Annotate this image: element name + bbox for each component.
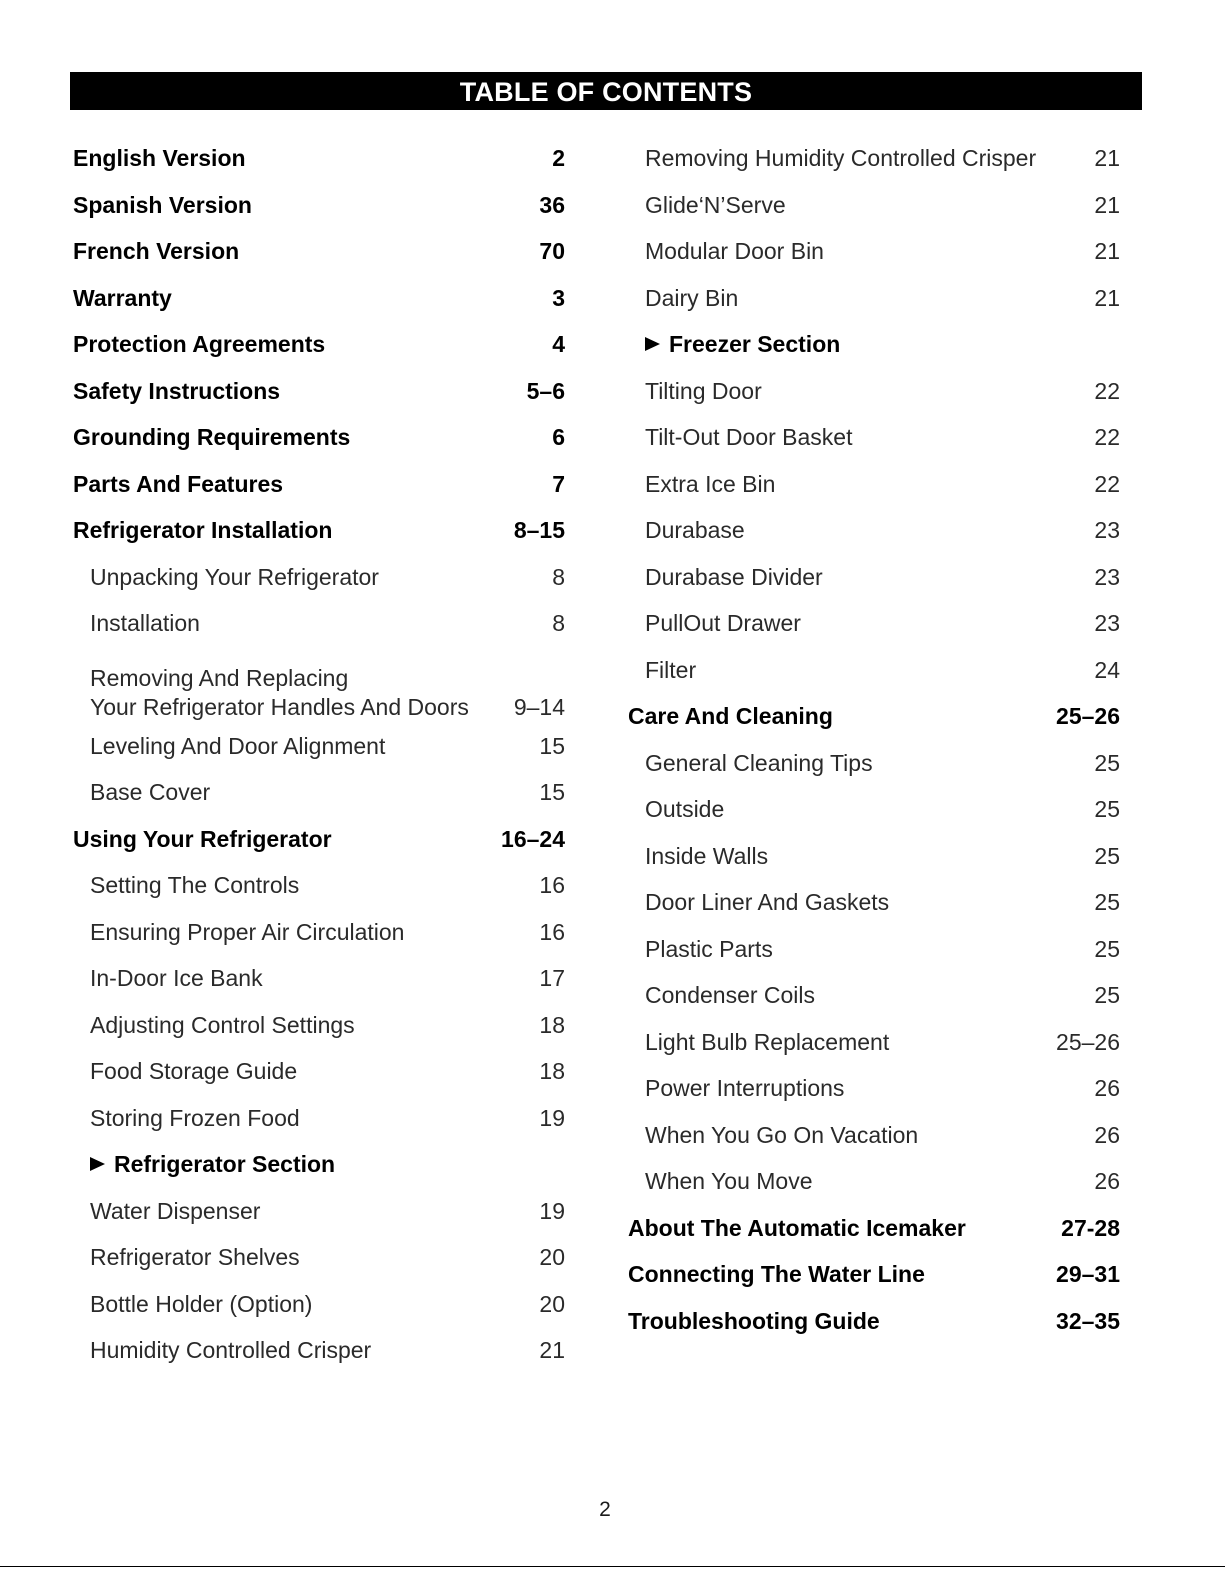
toc-entry-page: 26 bbox=[1094, 1075, 1120, 1101]
toc-entry-label: Filter bbox=[645, 656, 697, 683]
toc-entry-label: Using Your Refrigerator bbox=[73, 825, 332, 852]
toc-entry-page: 21 bbox=[1094, 145, 1120, 171]
toc-entry-label: Ensuring Proper Air Circulation bbox=[90, 918, 405, 945]
toc-entry-label: Warranty bbox=[73, 284, 172, 311]
toc-entry bbox=[628, 461, 1120, 508]
toc-entry bbox=[73, 862, 565, 909]
toc-entry-page: 21 bbox=[539, 1337, 565, 1363]
toc-entry-page: 24 bbox=[1094, 656, 1120, 683]
toc-entry-label: French Version bbox=[73, 238, 240, 264]
toc-entry-label: Door Liner And Gaskets bbox=[645, 889, 890, 915]
toc-entry-label: Safety Instructions bbox=[73, 377, 281, 404]
toc-entry bbox=[73, 816, 565, 863]
toc-entry-page: 5–6 bbox=[526, 377, 565, 404]
page-number: 2 bbox=[599, 1498, 611, 1521]
toc-entry-page: 25 bbox=[1094, 842, 1120, 869]
toc-entry bbox=[73, 321, 565, 368]
toc-title-banner: TABLE OF CONTENTS bbox=[70, 72, 1142, 110]
toc-entry bbox=[628, 693, 1120, 740]
toc-entry-page: 29–31 bbox=[1056, 1261, 1120, 1287]
toc-entry bbox=[73, 554, 565, 601]
toc-entry-label: Refrigerator Installation bbox=[73, 517, 333, 543]
toc-entry bbox=[628, 1298, 1120, 1345]
toc-entry-label: Spanish Version bbox=[73, 191, 252, 218]
toc-entry bbox=[73, 507, 565, 554]
toc-entry bbox=[73, 723, 565, 770]
toc-entry-label: About The Automatic Icemaker bbox=[628, 1214, 966, 1241]
toc-entry-label: In-Door Ice Bank bbox=[90, 965, 263, 991]
toc-entry-label: When You Move bbox=[645, 1168, 813, 1194]
toc-entry bbox=[73, 135, 565, 182]
toc-entry bbox=[628, 740, 1120, 787]
toc-section-label: Freezer Section bbox=[669, 331, 841, 357]
toc-entry-page: 16–24 bbox=[501, 825, 565, 852]
toc-entry bbox=[73, 1327, 565, 1374]
toc-section-heading bbox=[73, 1141, 565, 1188]
toc-entry-page: 21 bbox=[1094, 238, 1120, 264]
toc-entry-label: Water Dispenser bbox=[90, 1197, 261, 1224]
toc-entry-label: Modular Door Bin bbox=[645, 238, 824, 264]
toc-entry-label: Glide‘N’Serve bbox=[645, 191, 786, 218]
toc-entry-page: 26 bbox=[1094, 1168, 1120, 1194]
toc-entry-label: Base Cover bbox=[90, 779, 211, 805]
toc-entry-label: Protection Agreements bbox=[73, 331, 326, 357]
toc-entry-label bbox=[645, 321, 840, 368]
toc-section-label: Refrigerator Section bbox=[114, 1151, 336, 1177]
toc-entry-page: 6 bbox=[552, 424, 565, 450]
toc-entry bbox=[628, 1251, 1120, 1298]
toc-entry bbox=[628, 1019, 1120, 1066]
toc-entry-page: 16 bbox=[539, 918, 565, 945]
toc-entry bbox=[73, 955, 565, 1002]
toc-entry bbox=[628, 507, 1120, 554]
toc-entry-label: Parts And Features bbox=[73, 470, 284, 497]
triangle-bullet-icon bbox=[645, 337, 660, 351]
toc-left-column bbox=[73, 135, 565, 1374]
toc-entry-label: Bottle Holder (Option) bbox=[90, 1290, 313, 1317]
toc-entry-label: PullOut Drawer bbox=[645, 610, 801, 636]
toc-entry-page: 17 bbox=[539, 965, 565, 991]
toc-entry bbox=[628, 135, 1120, 182]
toc-entry-label-line1: Removing And Replacing bbox=[90, 664, 349, 691]
toc-entry-label: English Version bbox=[73, 145, 246, 171]
toc-entry-label: Inside Walls bbox=[645, 842, 769, 869]
toc-entry-page: 8–15 bbox=[513, 517, 565, 543]
toc-entry-label: Unpacking Your Refrigerator bbox=[90, 563, 379, 590]
toc-entry-page: 18 bbox=[539, 1011, 565, 1038]
toc-entry bbox=[73, 182, 565, 229]
toc-entry-label bbox=[90, 664, 469, 722]
toc-entry bbox=[628, 275, 1120, 322]
toc-entry-label: Outside bbox=[645, 796, 725, 822]
toc-entry bbox=[73, 600, 565, 647]
toc-entry bbox=[73, 909, 565, 956]
toc-entry-label: Tilt-Out Door Basket bbox=[645, 424, 853, 450]
toc-entry-page: 8 bbox=[552, 563, 565, 590]
toc-entry-label: Light Bulb Replacement bbox=[645, 1028, 890, 1055]
toc-entry-label: Durabase bbox=[645, 517, 745, 543]
toc-entry-label: When You Go On Vacation bbox=[645, 1121, 919, 1148]
toc-entry-page: 26 bbox=[1094, 1121, 1120, 1148]
toc-entry-page: 20 bbox=[539, 1244, 565, 1270]
toc-entry-page: 23 bbox=[1094, 563, 1120, 590]
toc-entry bbox=[628, 228, 1120, 275]
toc-entry-page: 22 bbox=[1094, 377, 1120, 404]
toc-entry-page: 18 bbox=[539, 1058, 565, 1084]
toc-entry bbox=[628, 1112, 1120, 1159]
toc-entry-page: 3 bbox=[552, 284, 565, 311]
toc-entry-label-line2: Your Refrigerator Handles And Doors bbox=[90, 693, 469, 720]
toc-entry-label: Power Interruptions bbox=[645, 1075, 845, 1101]
toc-entry bbox=[628, 414, 1120, 461]
toc-entry-label: Durabase Divider bbox=[645, 563, 823, 590]
toc-entry-page: 23 bbox=[1094, 610, 1120, 636]
toc-entry bbox=[628, 182, 1120, 229]
bottom-rule bbox=[0, 1566, 1225, 1567]
toc-entry-label: Installation bbox=[90, 610, 200, 636]
toc-entry-page: 25–26 bbox=[1056, 703, 1120, 729]
toc-entry-page: 20 bbox=[539, 1290, 565, 1317]
toc-entry-label bbox=[90, 1141, 335, 1188]
toc-entry-label: Humidity Controlled Crisper bbox=[90, 1337, 372, 1363]
toc-entry-page: 15 bbox=[539, 732, 565, 759]
toc-entry bbox=[628, 926, 1120, 973]
toc-entry-page: 19 bbox=[539, 1104, 565, 1131]
toc-entry bbox=[628, 647, 1120, 694]
toc-entry bbox=[628, 972, 1120, 1019]
toc-entry-label: Condenser Coils bbox=[645, 982, 816, 1008]
toc-entry-page: 22 bbox=[1094, 424, 1120, 450]
toc-entry-label: Care And Cleaning bbox=[628, 703, 833, 729]
toc-entry-page: 8 bbox=[552, 610, 565, 636]
toc-entry bbox=[73, 1095, 565, 1142]
toc-entry bbox=[73, 1281, 565, 1328]
toc-entry-label: Removing Humidity Controlled Crisper bbox=[645, 145, 1037, 171]
toc-entry bbox=[73, 1048, 565, 1095]
toc-entry-label: Dairy Bin bbox=[645, 284, 739, 311]
toc-entry-page: 21 bbox=[1094, 191, 1120, 218]
toc-entry bbox=[628, 1158, 1120, 1205]
toc-entry bbox=[73, 461, 565, 508]
toc-entry-page: 7 bbox=[552, 470, 565, 497]
toc-entry-label: Plastic Parts bbox=[645, 935, 773, 962]
toc-entry bbox=[628, 879, 1120, 926]
toc-entry-page: 16 bbox=[539, 872, 565, 898]
toc-entry-page: 19 bbox=[539, 1197, 565, 1224]
toc-entry-label: Setting The Controls bbox=[90, 872, 300, 898]
toc-entry-page: 25 bbox=[1094, 749, 1120, 776]
toc-entry-page: 21 bbox=[1094, 284, 1120, 311]
toc-entry-page: 27-28 bbox=[1061, 1214, 1120, 1241]
toc-entry-label: Connecting The Water Line bbox=[628, 1261, 925, 1287]
toc-entry-page: 2 bbox=[552, 145, 565, 171]
toc-entry-page: 23 bbox=[1094, 517, 1120, 543]
toc-entry bbox=[73, 228, 565, 275]
toc-entry-page: 4 bbox=[552, 331, 565, 357]
toc-entry-page: 25 bbox=[1094, 935, 1120, 962]
toc-entry-page: 9–14 bbox=[513, 693, 565, 720]
toc-entry-page: 25 bbox=[1094, 796, 1120, 822]
toc-entry bbox=[628, 600, 1120, 647]
toc-entry-label: Food Storage Guide bbox=[90, 1058, 298, 1084]
toc-entry bbox=[628, 1065, 1120, 1112]
toc-entry bbox=[73, 275, 565, 322]
toc-entry-label: Leveling And Door Alignment bbox=[90, 732, 386, 759]
toc-entry-page: 25 bbox=[1094, 982, 1120, 1008]
toc-entry-label: Storing Frozen Food bbox=[90, 1104, 300, 1131]
toc-entry bbox=[73, 368, 565, 415]
toc-entry-page: 25 bbox=[1094, 889, 1120, 915]
toc-entry-label: Extra Ice Bin bbox=[645, 470, 776, 497]
toc-entry bbox=[628, 368, 1120, 415]
toc-entry bbox=[628, 833, 1120, 880]
toc-entry bbox=[73, 769, 565, 816]
toc-entry bbox=[73, 1002, 565, 1049]
toc-entry bbox=[73, 414, 565, 461]
toc-right-column bbox=[628, 135, 1120, 1344]
toc-entry-label: Grounding Requirements bbox=[73, 424, 351, 450]
toc-entry bbox=[73, 1234, 565, 1281]
triangle-bullet-icon bbox=[90, 1157, 105, 1171]
toc-entry-page: 15 bbox=[539, 779, 565, 805]
toc-entry bbox=[628, 554, 1120, 601]
toc-entry-page: 32–35 bbox=[1056, 1307, 1120, 1334]
toc-entry bbox=[628, 786, 1120, 833]
toc-entry-label: Refrigerator Shelves bbox=[90, 1244, 300, 1270]
toc-entry-page: 70 bbox=[539, 238, 565, 264]
toc-entry-label: Adjusting Control Settings bbox=[90, 1011, 355, 1038]
toc-section-heading bbox=[628, 321, 1120, 368]
toc-entry-label: Tilting Door bbox=[645, 377, 762, 404]
toc-entry-label: General Cleaning Tips bbox=[645, 749, 873, 776]
toc-entry bbox=[628, 1205, 1120, 1252]
toc-entry bbox=[73, 647, 565, 723]
toc-entry-page: 36 bbox=[539, 191, 565, 218]
toc-entry bbox=[73, 1188, 565, 1235]
toc-entry-label: Troubleshooting Guide bbox=[628, 1307, 880, 1334]
toc-entry-page: 22 bbox=[1094, 470, 1120, 497]
toc-entry-page: 25–26 bbox=[1056, 1028, 1120, 1055]
